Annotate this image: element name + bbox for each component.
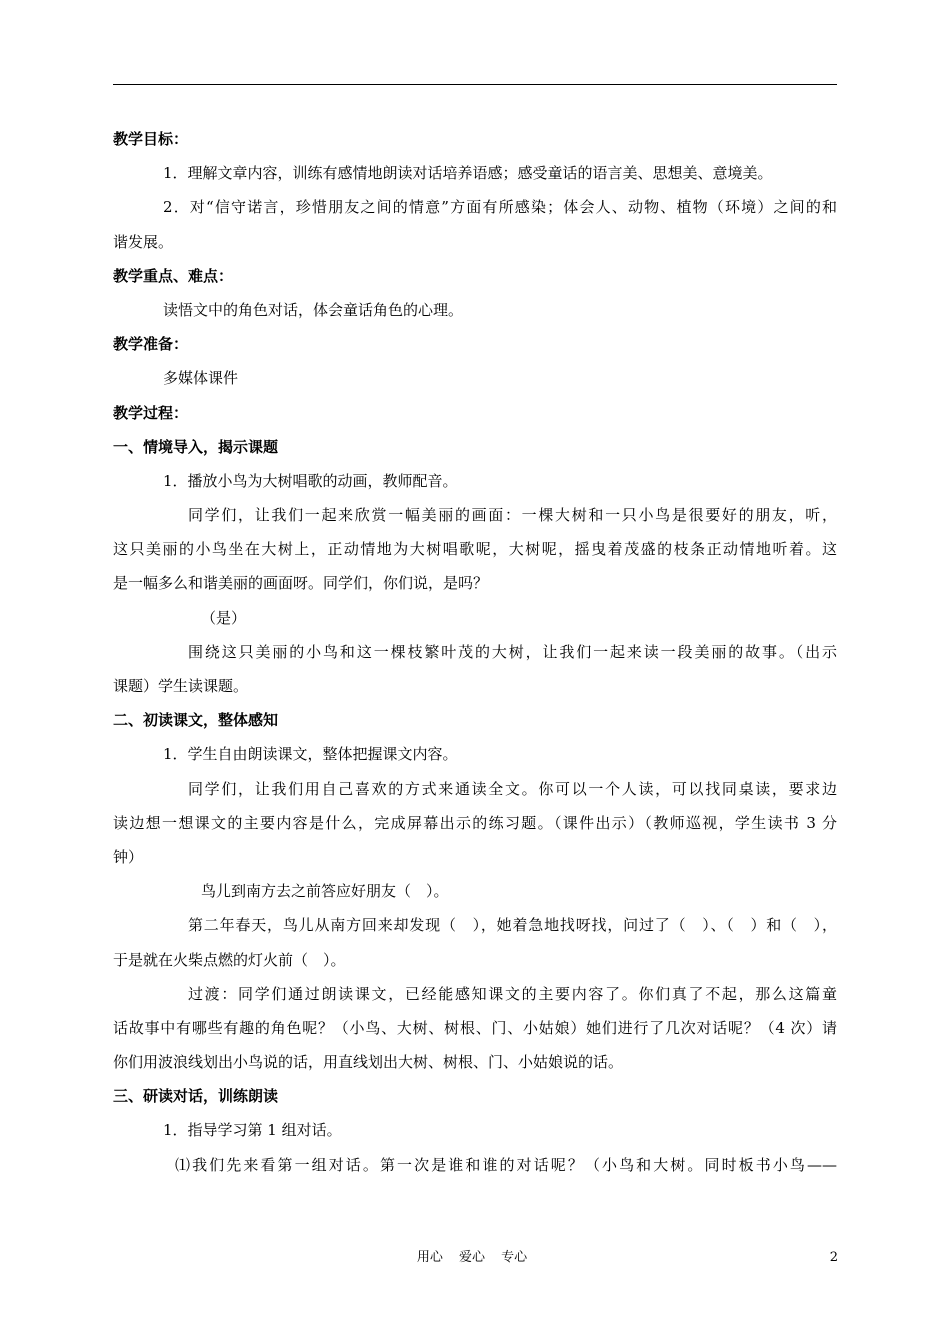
paragraph-line: 是一幅多么和谐美丽的画面呀。同学们，你们说，是吗？ [113, 574, 489, 593]
paragraph-line: 1．指导学习第 1 组对话。 [163, 1121, 342, 1140]
header-rule [113, 84, 837, 85]
paragraph-line: 1．理解文章内容，训练有感情地朗读对话培养语感；感受童话的语言美、思想美、意境美。 [163, 164, 773, 183]
paragraph-line: 同学们，让我们一起来欣赏一幅美丽的画面：一棵大树和一只小鸟是很要好的朋友，听， [188, 506, 837, 525]
paragraph-line: 读边想一想课文的主要内容是什么，完成屏幕出示的练习题。（课件出示）（教师巡视，学生读书 3 分 [113, 813, 837, 832]
section-heading-2: 二、初读课文，整体感知 [113, 711, 279, 730]
paragraph-line: 读悟文中的角色对话，体会童话角色的心理。 [163, 300, 464, 319]
paragraph-line: 你们用波浪线划出小鸟说的话，用直线划出大树、树根、门、小姑娘说的话。 [113, 1053, 624, 1072]
paragraph-line: （是） [201, 608, 247, 627]
heading-preparation: 教学准备： [113, 335, 189, 354]
paragraph-line: 课题）学生读课题。 [113, 677, 249, 695]
section-heading-3: 三、研读对话，训练朗读 [113, 1087, 279, 1106]
exercise-line: 鸟儿到南方去之前答应好朋友（ ）。 [201, 882, 449, 901]
page-number: 2 [829, 1250, 838, 1265]
document-body [113, 122, 837, 1182]
paragraph-line: 这只美丽的小鸟坐在大树上，正动情地为大树唱歌呢，大树呢，摇曳着茂盛的枝条正动情地听着。这 [113, 540, 837, 559]
paragraph-line: 2．对“信守诺言，珍惜朋友之间的情意”方面有所感染；体会人、动物、植物（环境）之间的和 [163, 198, 837, 217]
section-heading-1: 一、情境导入，揭示课题 [113, 437, 279, 456]
paragraph-line: 话故事中有哪些有趣的角色呢？（小鸟、大树、树根、门、小姑娘）她们进行了几次对话呢？（4 次）请 [113, 1018, 837, 1037]
footer-motto: 用心 爱心 专心 [416, 1250, 528, 1265]
exercise-line: 于是就在火柴点燃的灯火前（ ）。 [113, 950, 346, 969]
paragraph-line: 围绕这只美丽的小鸟和这一棵枝繁叶茂的大树，让我们一起来读一段美丽的故事。（出示 [188, 642, 837, 661]
paragraph-line: 多媒体课件 [163, 369, 239, 388]
paragraph-line: 谐发展。 [113, 232, 174, 251]
heading-process: 教学过程： [113, 403, 189, 422]
page-footer [0, 1246, 950, 1270]
exercise-line: 第二年春天，鸟儿从南方回来却发现（ ），她着急地找呀找，问过了（ ）、（ ）和（ ）， [188, 916, 837, 935]
heading-key-points: 教学重点、难点： [113, 266, 234, 285]
paragraph-line: 同学们，让我们用自己喜欢的方式来通读全文。你可以一个人读，可以找同桌读，要求边 [188, 779, 837, 798]
paragraph-line: 过渡：同学们通过朗读课文，已经能感知课文的主要内容了。你们真了不起，那么这篇童 [188, 984, 837, 1003]
paragraph-line: ⑴我们先来看第一组对话。第一次是谁和谁的对话呢？（小鸟和大树。同时板书小鸟—— [175, 1155, 837, 1174]
paragraph-line: 1．学生自由朗读课文，整体把握课文内容。 [163, 745, 458, 764]
paragraph-line: 钟） [113, 847, 144, 866]
heading-teaching-goals: 教学目标： [113, 130, 189, 148]
paragraph-line: 1．播放小鸟为大树唱歌的动画，教师配音。 [163, 471, 458, 490]
